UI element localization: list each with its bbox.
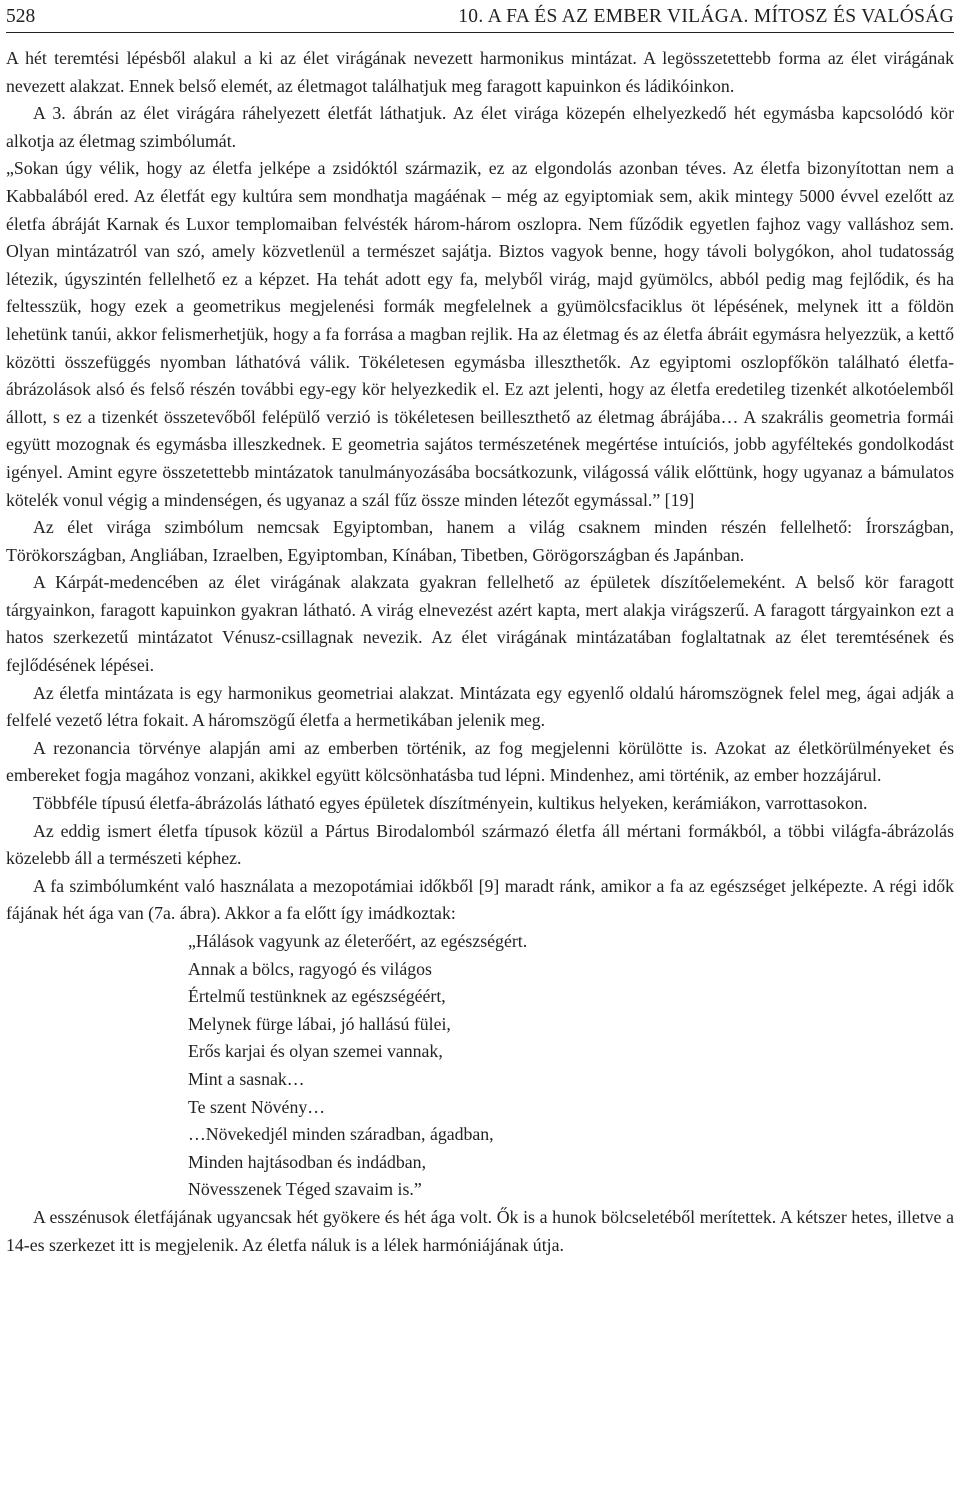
paragraph: Az élet virága szimbólum nemcsak Egyiptomban, hanem a világ csaknem minden részén fellelhető: Írországban, Törökországban, Angliában, Izraelben, Egyiptomban, Kínában, Tibetben, Görögországban és Japánban. [6,517,954,565]
poem-line: Melynek fürge lábai, jó hallású fülei, [188,1013,451,1034]
poem-line: …Növekedjél minden száradban, ágadban, [188,1124,494,1145]
poem-line: Te szent Növény… [188,1096,326,1117]
paragraph: A 3. ábrán az élet virágára ráhelyezett életfát láthatjuk. Az élet virága közepén elhelyezkedő hét egymásba kapcsolódó kör alkotja az életmag szimbólumát. [6,103,954,151]
paragraph: A hét teremtési lépésből alakul a ki az élet virágának nevezett harmonikus mintázat. A legösszetettebb forma az élet virágának nevezett alakzat. Ennek belső elemét, az életmagot találhatjuk meg faragott kapuinkon és ládikóinkon. [6,48,954,96]
poem-line: Növesszenek Téged szavaim is.” [188,1179,422,1200]
poem-line: Mint a sasnak… [188,1068,305,1089]
paragraph: Az életfa mintázata is egy harmonikus geometriai alakzat. Mintázata egy egyenlő oldalú háromszögnek felel meg, ágai adják a felfelé vezető létra fokait. A háromszögű életfa a hermetikában jelenik meg. [6,682,954,731]
running-header [6,2,954,33]
poem-line: Értelmű testünknek az egészségéért, [188,986,446,1007]
paragraph: A fa szimbólumként való használata a mezopotámiai időkből [9] maradt ránk, amikor a fa az egészséget jelképezte. A régi idők fájának hét ága van (7a. ábra). Akkor a fa előtt így imádkoztak: [6,875,954,924]
paragraph: Többféle típusú életfa-ábrázolás látható egyes épületek díszítményein, kultikus helyeken, kerámiákon, varrottasokon. [33,793,868,814]
chapter-title: 10. A FA ÉS AZ EMBER VILÁGA. MÍTOSZ ÉS VALÓSÁG [458,6,954,27]
quote-paragraph: „Sokan úgy vélik, hogy az életfa jelképe a zsidóktól származik, ez az elgondolás azonban téves. Az életfa bizonyítottan nem a Kabbalából ered. Az életfát egy kultúra sem mondhatja magáénak – még az egyiptomiak sem, akik mintegy 5000 évvel ezelőtt az életfa ábráját Karnak és Luxor templomaiban felvésték három-három oszlopra. Nem fűződik egyetlen fajhoz vagy valláshoz sem. Olyan mintázatról van szó, amely közvetlenül a természet sajátja. Biztos vagyok benne, hogy távoli bolygókon, ahol tudatosság létezik, úgyszintén fellelhető ez a képzet. Ha tehát adott egy fa, melyből virág, majd gyümölcs, abból pedig mag fejlődik, és ha feltesszük, hogy ezek a geometrikus megjelenési formák megfelelnek a gyümölcsfaciklus öt lépésének, melynek itt a földön lehetünk tanúi, akkor felismerhetjük, hogy a fa forrása a magban rejlik. Ha az életmag és az életfa ábráit egymásra helyezzük, a kettő közötti összefüggés nyomban láthatóvá válik. Tökéletesen egymásba illeszthetők. Az egyiptomi oszlopfőkön található életfa-ábrázolások alsó és felső részén további egy-egy kör helyezkedik el. Ez azt jelenti, hogy az életfa eredetileg tizenkét alkotóelemből állott, s ez a tizenkét összetevőből felépülő verzió is tökéletesen beilleszthető az életmag ábrájába… A szakrális geometria formái együtt mozognak és egymásba illeszkednek. E geometria sajátos természetének megértése intuíciós, jobb agyféltekés gondolkodást igényel. Amint egyre összetettebb mintázatok tanulmányozásába bocsátkozunk, világossá válik előttünk, hogy ugyanaz a bámulatos kötelék vonul végig a mindenségen, és ugyanaz a szál fűz össze minden létezőt egymással.” [19] [6,158,954,510]
poem-line: „Hálások vagyunk az életerőért, az egészségért. [188,931,528,951]
paragraph: A rezonancia törvénye alapján ami az emberben történik, az fog megjelenni körülötte is. Azokat az életkörülményeket és embereket fogja magához vonzani, akikkel együtt kölcsönhatásba tud lépni. Mindenhez, ami történik, az ember hozzájárul. [6,737,954,786]
paragraph: A Kárpát-medencében az élet virágának alakzata gyakran fellelhető az épületek díszítőelemeként. A belső kör faragott tárgyainkon, faragott kapuinkon gyakran látható. A virág elnevezést azért kapta, mert alakja virágszerű. A faragott tárgyainkon ezt a hatos szerkezetű mintázatot Vénusz-csillagnak nevezik. Az élet virágának mintázatában foglaltatnak az élet teremtésének és fejlődésének lépései. [6,572,954,676]
paragraph: A esszénusok életfájának ugyancsak hét gyökere és hét ága volt. Ők is a hunok bölcseletéből merítettek. A kétszer hetes, illetve a 14-es szerkezet itt is megjelenik. Az életfa náluk is a lélek harmóniájának útja. [6,1206,954,1255]
poem-line: Annak a bölcs, ragyogó és világos [188,958,432,979]
poem-line: Erős karjai és olyan szemei vannak, [188,1041,443,1062]
page-body [6,45,954,1259]
page-number: 528 [6,6,36,27]
prayer-poem [6,928,954,1204]
paragraph: Az eddig ismert életfa típusok közül a Pártus Birodalomból származó életfa áll mértani formákból, a többi világfa-ábrázolás közelebb áll a természeti képhez. [6,820,954,869]
poem-line: Minden hajtásodban és indádban, [188,1151,427,1172]
